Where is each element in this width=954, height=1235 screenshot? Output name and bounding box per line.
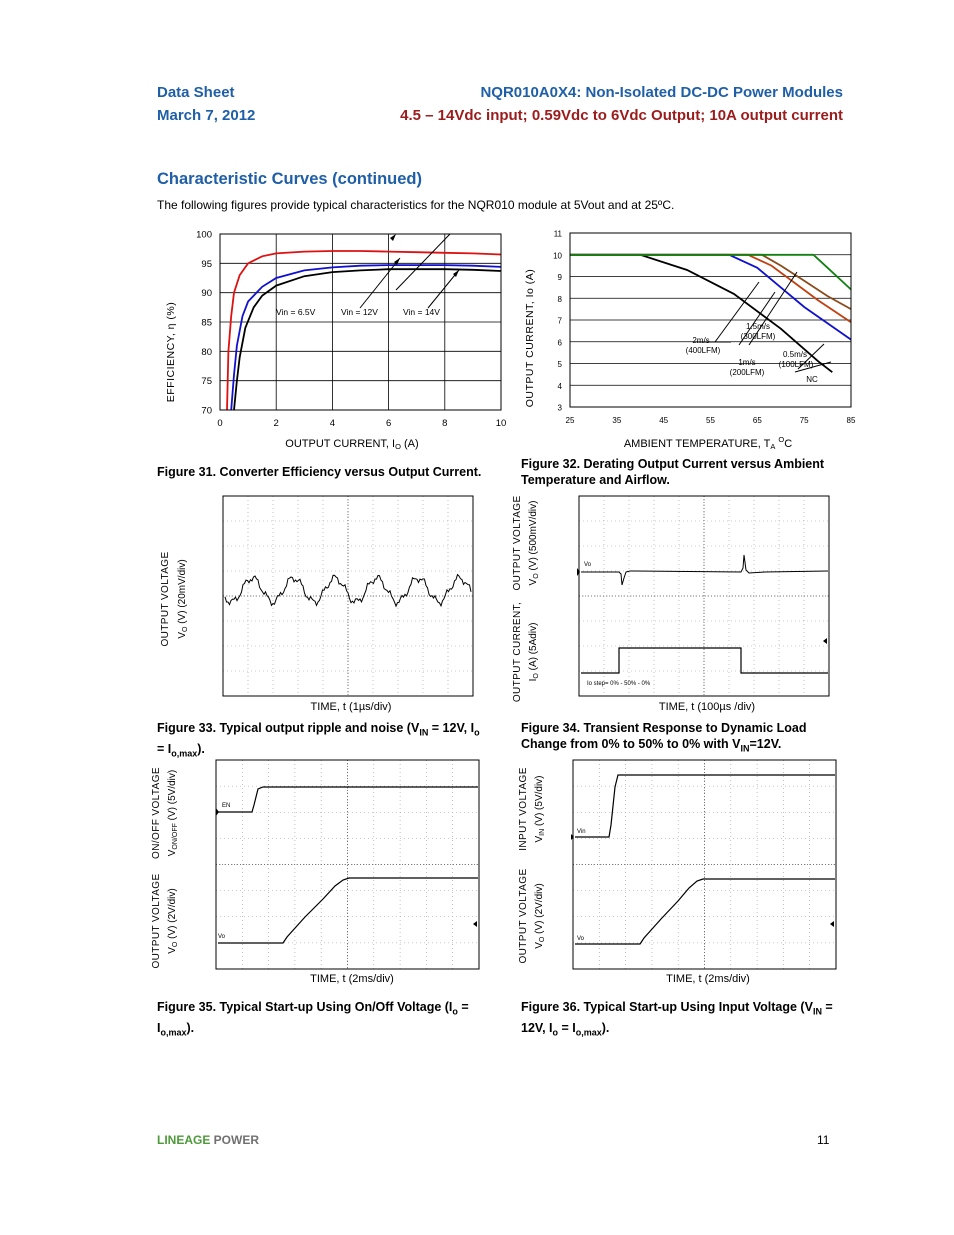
fig32-label-300lfm: (300LFM) bbox=[740, 332, 776, 341]
f32-ytick-label: 6 bbox=[557, 338, 562, 348]
fig34-ylabel-top-1: OUTPUT VOLTAGE bbox=[512, 495, 523, 591]
f32-ytick-label: 5 bbox=[557, 360, 562, 369]
fig32-label-15ms: 1.5m/s bbox=[745, 322, 771, 331]
fig35-xlabel: TIME, t (2ms/div) bbox=[310, 973, 394, 985]
f31-xtick-label: 6 bbox=[385, 418, 392, 429]
footer-brand-power: POWER bbox=[210, 1133, 260, 1147]
product-title: NQR010A0X4: Non-Isolated DC-DC Power Modules bbox=[480, 84, 843, 101]
fig36-trace-vin-label: Vin bbox=[577, 829, 586, 835]
fig35-caption bbox=[157, 999, 469, 1040]
f31-ytick-label: 95 bbox=[201, 258, 212, 270]
fig35-ch1-marker bbox=[216, 808, 219, 816]
fig35-ylabel-top-2: $V_{ON/OFF}$ (V) (5V/div) bbox=[167, 769, 179, 857]
fig35-ylabel-bot-2: $V_O$ (V) (2V/div) bbox=[167, 888, 179, 954]
f31-ytick-label: 100 bbox=[196, 229, 212, 241]
f32-series-line-1 bbox=[570, 255, 851, 340]
fig34-ylabel-bot-1: OUTPUT CURRENT, bbox=[512, 601, 523, 703]
fig34-ylabel-bot-2: $I_O$ (A) (5Adiv) bbox=[528, 622, 540, 682]
fig32-caption bbox=[521, 456, 824, 488]
f31-ytick-label: 70 bbox=[201, 405, 212, 417]
fig33-ylabel-1: OUTPUT VOLTAGE bbox=[160, 551, 171, 647]
fig34-vo-trace bbox=[581, 555, 828, 585]
fig31-arrow-65 bbox=[396, 234, 450, 290]
f32-xtick-label: 65 bbox=[752, 416, 762, 425]
fig35-vo-trace bbox=[218, 878, 478, 943]
fig32-caption-line1: Figure 32. Derating Output Current versus Ambient bbox=[521, 457, 825, 471]
fig36-xlabel: TIME, t (2ms/div) bbox=[666, 973, 750, 985]
fig32-label-200lfm: (200LFM) bbox=[729, 368, 765, 377]
fig33-caption-line2: = $I_{o,max}$). bbox=[157, 741, 205, 758]
f31-ytick-label: 85 bbox=[201, 317, 212, 329]
fig33-caption-line1: Figure 33. Typical output ripple and noise ($V_{IN} = 12V$, $I_o$ bbox=[157, 721, 480, 738]
fig31-arrow-14 bbox=[428, 270, 459, 308]
f32-xtick-label: 45 bbox=[659, 416, 669, 425]
fig35-caption-line2: $I_{o,max}$). bbox=[157, 1020, 195, 1037]
f32-xtick-label: 25 bbox=[565, 416, 575, 425]
f31-series-line-2 bbox=[234, 269, 501, 410]
fig31-arrowhead-65 bbox=[390, 234, 396, 241]
product-subtitle: 4.5 – 14Vdc input; 0.59Vdc to 6Vdc Output; 10A output current bbox=[400, 107, 843, 124]
f32-ytick-label: 9 bbox=[557, 273, 562, 282]
fig34-io-trace bbox=[581, 648, 828, 673]
fig34-caption-line2: Change from 0% to 50% to 0% with $V_{IN}=12V$. bbox=[521, 737, 782, 754]
fig35-trace-en-label: EN bbox=[222, 803, 231, 809]
fig36-caption bbox=[521, 999, 833, 1040]
fig32-label-100lfm: (100LFM) bbox=[778, 360, 814, 369]
fig32-xlabel: AMBIENT TEMPERATURE, $TA^OC$ bbox=[623, 435, 793, 451]
fig32-label-2ms: 2m/s bbox=[692, 336, 710, 345]
f32-ytick-label: 11 bbox=[553, 229, 562, 239]
fig34-trigger-marker bbox=[823, 638, 827, 644]
f32-ytick-label: 4 bbox=[557, 381, 562, 391]
f32-ytick-label: 3 bbox=[557, 403, 562, 413]
f32-ytick-label: 10 bbox=[553, 251, 562, 261]
f31-xtick-label: 8 bbox=[442, 418, 448, 429]
page-number: 11 bbox=[817, 1133, 830, 1147]
fig35-caption-line1: Figure 35. Typical Start-up Using On/Off Voltage ($I_o$ = bbox=[157, 1000, 469, 1017]
fig36-ylabel-bot-1: OUTPUT VOLTAGE bbox=[518, 868, 529, 964]
fig32-caption-line2: Temperature and Airflow. bbox=[521, 473, 670, 487]
f31-series-line-0 bbox=[227, 251, 501, 410]
fig34-caption-line1: Figure 34. Transient Response to Dynamic Load bbox=[521, 721, 807, 735]
fig34-scope bbox=[505, 492, 845, 717]
fig36-vo-trace bbox=[575, 879, 835, 944]
footer-brand bbox=[157, 1133, 259, 1147]
fig35-trigger-marker bbox=[473, 921, 477, 927]
footer-brand-lineage: LINEAGE bbox=[157, 1133, 211, 1147]
fig32-label-400lfm: (400LFM) bbox=[685, 346, 721, 355]
fig32-annotations bbox=[686, 272, 831, 384]
f31-xtick-label: 4 bbox=[329, 418, 336, 429]
fig33-ylabel-2: $V_O$ (V) (20mV/div) bbox=[177, 559, 189, 639]
f32-xtick-label: 35 bbox=[612, 416, 622, 425]
fig31-ylabel: EFFICIENCY, η (%) bbox=[165, 301, 177, 403]
f32-xtick-label: 55 bbox=[706, 416, 715, 425]
fig31-label-14: Vin = 14V bbox=[403, 307, 440, 317]
doc-date: March 7, 2012 bbox=[157, 107, 256, 124]
fig35-en-trace bbox=[218, 787, 478, 812]
fig31-label-12: Vin = 12V bbox=[341, 307, 378, 317]
fig32-label-1ms: 1m/s bbox=[738, 358, 756, 367]
fig35-ylabel-bot-1: OUTPUT VOLTAGE bbox=[151, 873, 162, 969]
fig36-caption-line1: Figure 36. Typical Start-up Using Input Voltage ($V_{IN}$ = bbox=[521, 1000, 833, 1017]
fig31-grid bbox=[220, 234, 501, 410]
f32-xtick-label: 85 bbox=[846, 416, 856, 425]
f31-series-line-1 bbox=[231, 265, 501, 410]
section-title: Characteristic Curves (continued) bbox=[157, 170, 422, 188]
fig31-chart bbox=[150, 222, 520, 457]
fig36-scope bbox=[505, 755, 850, 990]
f32-ytick-label: 7 bbox=[557, 316, 562, 326]
doc-type: Data Sheet bbox=[157, 84, 235, 101]
fig36-caption-line2: 12V, $I_o = I_{o,max}$). bbox=[521, 1020, 610, 1037]
fig34-xlabel: TIME, t (100µs /div) bbox=[658, 701, 756, 713]
fig35-scope bbox=[145, 755, 490, 990]
fig34-caption bbox=[521, 720, 807, 757]
f31-xtick-label: 0 bbox=[217, 418, 223, 429]
fig34-trace-vo-label: Vo bbox=[584, 562, 592, 568]
f32-xtick-label: 75 bbox=[799, 416, 809, 425]
fig36-ylabel-top-2: $V_{IN}$ (V) (5V/div) bbox=[534, 775, 546, 843]
fig36-trigger-marker bbox=[830, 921, 834, 927]
fig36-ylabel-top-1: INPUT VOLTAGE bbox=[518, 767, 529, 851]
f32-series-line-2 bbox=[570, 255, 851, 322]
fig36-ylabel-bot-2: $V_O$ (V) (2V/div) bbox=[534, 883, 546, 949]
fig32-chart bbox=[515, 222, 865, 457]
fig35-ylabel-top-1: ON/OFF VOLTAGE bbox=[151, 767, 162, 859]
fig31-caption: Figure 31. Converter Efficiency versus Output Current. bbox=[157, 465, 482, 479]
f32-ytick-label: 8 bbox=[557, 294, 562, 304]
fig32-ylabel: OUTPUT CURRENT, Io (A) bbox=[524, 268, 536, 408]
fig31-xlabel: OUTPUT CURRENT, IO (A) bbox=[285, 438, 419, 451]
fig33-scope bbox=[150, 492, 490, 717]
f31-xtick-label: 2 bbox=[273, 418, 279, 429]
fig33-xlabel: TIME, t (1µs/div) bbox=[310, 701, 392, 713]
fig31-label-65: Vin = 6.5V bbox=[276, 307, 316, 317]
fig32-label-05ms: 0.5m/s bbox=[782, 350, 808, 359]
fig36-trace-vo-label: Vo bbox=[577, 936, 585, 942]
fig36-vin-trace bbox=[575, 775, 835, 837]
fig34-trace-io-label: Io step= 0% - 50% - 0% bbox=[587, 681, 651, 687]
fig32-label-nc: NC bbox=[806, 375, 818, 384]
fig34-ylabel-top-2: $V_O$ (V) (500mV/div) bbox=[528, 500, 540, 586]
fig31-annotations bbox=[276, 234, 459, 317]
f31-ytick-label: 75 bbox=[201, 376, 212, 388]
f31-ytick-label: 90 bbox=[201, 288, 212, 300]
intro-text: The following figures provide typical characteristics for the NQR010 module at 5Vout and at 25ºC. bbox=[157, 198, 675, 212]
fig35-trace-vo-label: Vo bbox=[218, 934, 226, 940]
f31-ytick-label: 80 bbox=[201, 346, 212, 358]
f31-xtick-label: 10 bbox=[495, 418, 507, 429]
